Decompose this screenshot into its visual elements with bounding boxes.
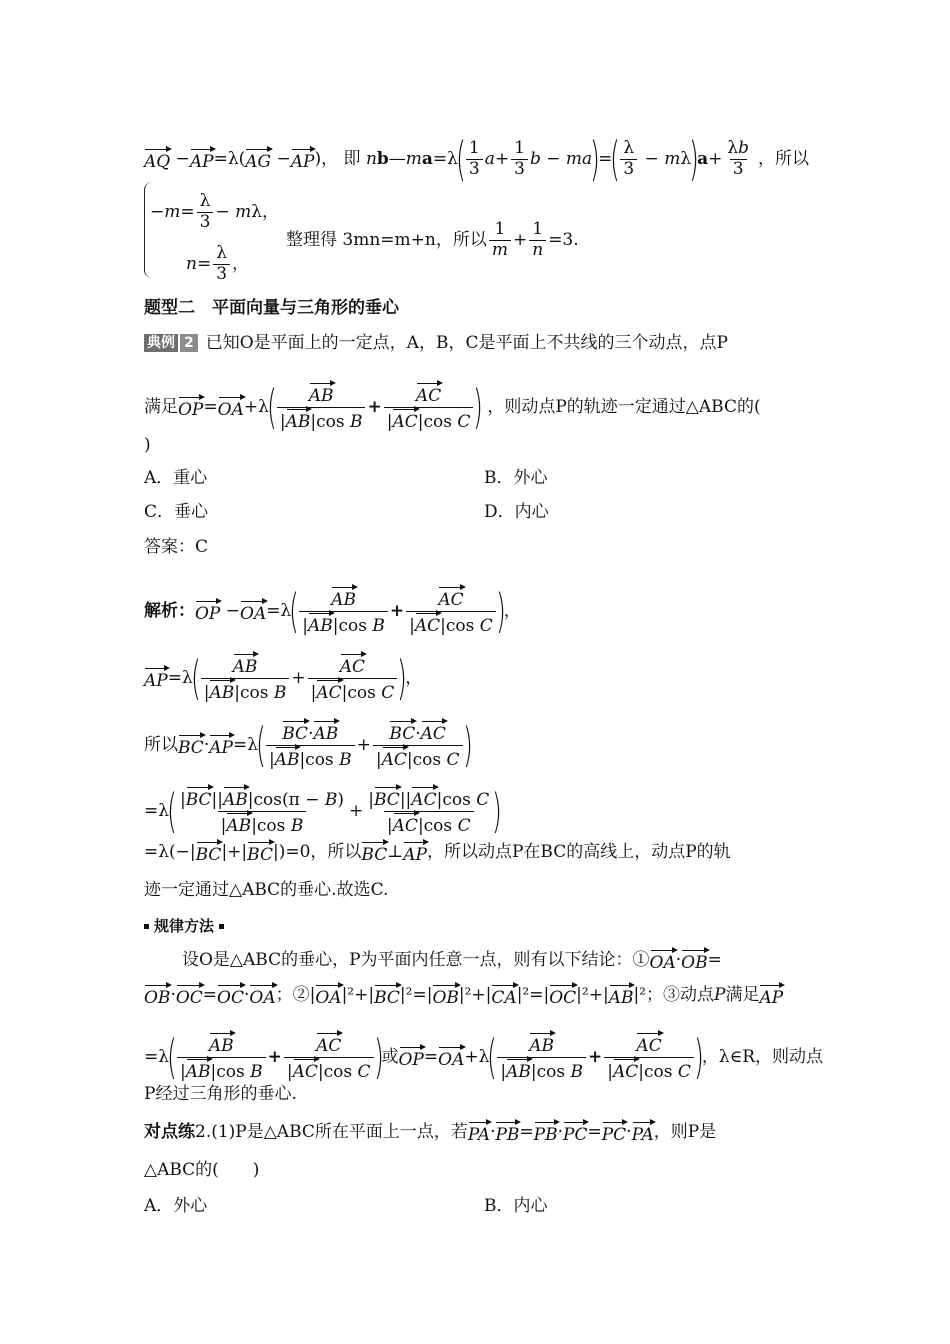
method-line-1: 设O是△ABC的垂心，P为平面内任意一点，则有以下结论：① OA · OB =	[182, 950, 722, 973]
method-line-4: P经过三角形的垂心.	[144, 1084, 297, 1104]
practice-label: 对点练	[144, 1122, 195, 1142]
l5-tail: ，所以动点P在BC的高线上，动点P的轨	[426, 842, 731, 862]
stem2-post: ，则动点P的轨迹一定通过△ABC的(	[487, 397, 761, 418]
tidy-text: 整理得 3mn=m+n，所以	[286, 230, 487, 251]
system-row-1: − m = $\frac{\lambda}{3}$ − m λ，	[150, 191, 280, 232]
practice-option-a[interactable]: A．外心	[144, 1196, 208, 1216]
method-line-3: =λ ( $\frac{AB}{\text{|AB|cos B}}$ + $\frac{AC}{\text{|AC|cos C}}$ ) 或 OP = OA +λ ( $\frac{AB}{\text{|AB|cos B}}$ + $\frac{AC}{\text{|AC|cos C}}$ ) ，λ∈R，则动点	[144, 1030, 824, 1085]
analysis-label: 解析：	[144, 601, 195, 622]
method-title-text: 规律方法	[154, 917, 215, 935]
example-tag: 典例 2	[144, 334, 198, 352]
stem2-pre: 满足	[144, 397, 178, 418]
practice-options	[144, 1194, 800, 1218]
practice-line-1: 对点练 2.(1)P是△ABC所在平面上一点，若 PA · PB = PB · PC = PC · PA ，则P是	[144, 1122, 717, 1145]
analysis-line-4: =λ ( $\frac{|BC||AB|\cos(\pi - B)}{\text{|AB|cos B}}$ + $\frac{\text{|BC||AC|cos C}}{\text{|AC|cos C}}$ )	[144, 784, 503, 839]
l5-mid: |+|	[221, 842, 248, 862]
analysis-line-3: 所以 BC · AP =λ ( $\frac{BC\cdot AB}{\text{|AB|cos B}}$ + $\frac{BC\cdot AC}{\text{|AC|cos C}}$ )	[144, 718, 473, 773]
option-row-1	[144, 466, 800, 490]
l5-post: |)=0，所以	[272, 842, 362, 862]
option-b[interactable]: B．外心	[484, 468, 548, 488]
example-close: )	[144, 435, 151, 455]
option-row-2	[144, 500, 800, 524]
example-stem-text: 已知O是平面上的一定点，A，B，C是平面上不共线的三个动点，点P	[205, 333, 728, 353]
option-a[interactable]: A．重心	[144, 468, 208, 488]
analysis-line-6: 迹一定通过△ABC的垂心.故选C.	[144, 880, 389, 900]
l5-pre: =λ(−|	[144, 842, 196, 862]
analysis-line-2: AP =λ ( $\frac{AB}{\text{|AB|cos B}}$ + $\frac{AC}{\text{|AC|cos C}}$ ) ，	[144, 651, 423, 706]
method-line-2: OB · OC = OC · OA ；②| OA |²+| BC |²=| OB |²+| CA |²=| OC |²+| AB |²；③动点 P 满足 AP	[144, 985, 784, 1008]
analysis-line-5: =λ(−| BC |+| BC |)=0，所以 BC ⊥ AP ，所以动点P在BC的高线上，动点P的轨	[144, 842, 731, 865]
example-condition: 满足 OP = OA +λ ( $\frac{AB}{\text{|AB|cos B}}$ + $\frac{AC}{\text{|AC|cos C}}$ ) ，则动点P的轨迹一定通过△ABC的(	[144, 380, 761, 435]
analysis-line-1: 解析： OP − OA =λ ( $\frac{AB}{\text{|AB|cos B}}$ + $\frac{AC}{\text{|AC|cos C}}$ ) ，	[144, 584, 521, 639]
tidy-result: =3.	[548, 230, 579, 251]
option-c[interactable]: C．垂心	[144, 502, 209, 522]
practice-line-2: △ABC的( )	[144, 1160, 260, 1180]
answer: 答案：C	[144, 537, 209, 557]
practice-tail: ，则P是	[653, 1122, 717, 1142]
practice-option-b[interactable]: B．内心	[484, 1196, 548, 1216]
line1-tail: ，所以	[758, 149, 810, 169]
method-title	[144, 914, 800, 938]
section-title: 题型二 平面向量与三角形的垂心	[144, 298, 399, 318]
derivation-line-1: AQ − AP =λ( AG − AP )， 即 n b — m a =λ ( $\frac{1}{3}$ a + $\frac{1}{3}$ b − ma ) = ( $\frac{\lambda}{3}$ − m λ ) a + $\frac{\lambda b}{3}$ ，所以	[144, 132, 810, 186]
system-row-2: n = $\frac{\lambda}{3}$ ，	[186, 243, 250, 284]
system-result: 整理得 3mn=m+n，所以 $\frac{1}{m}$ + $\frac{1}{n}$ =3.	[286, 219, 579, 260]
example-stem	[144, 331, 800, 355]
practice-text: 2.(1)P是△ABC所在平面上一点，若	[195, 1122, 468, 1142]
method-p3-tail: ，λ∈R，则动点	[701, 1047, 824, 1068]
option-d[interactable]: D．内心	[484, 502, 549, 522]
method-p1: 设O是△ABC的垂心，P为平面内任意一点，则有以下结论：①	[182, 950, 650, 970]
